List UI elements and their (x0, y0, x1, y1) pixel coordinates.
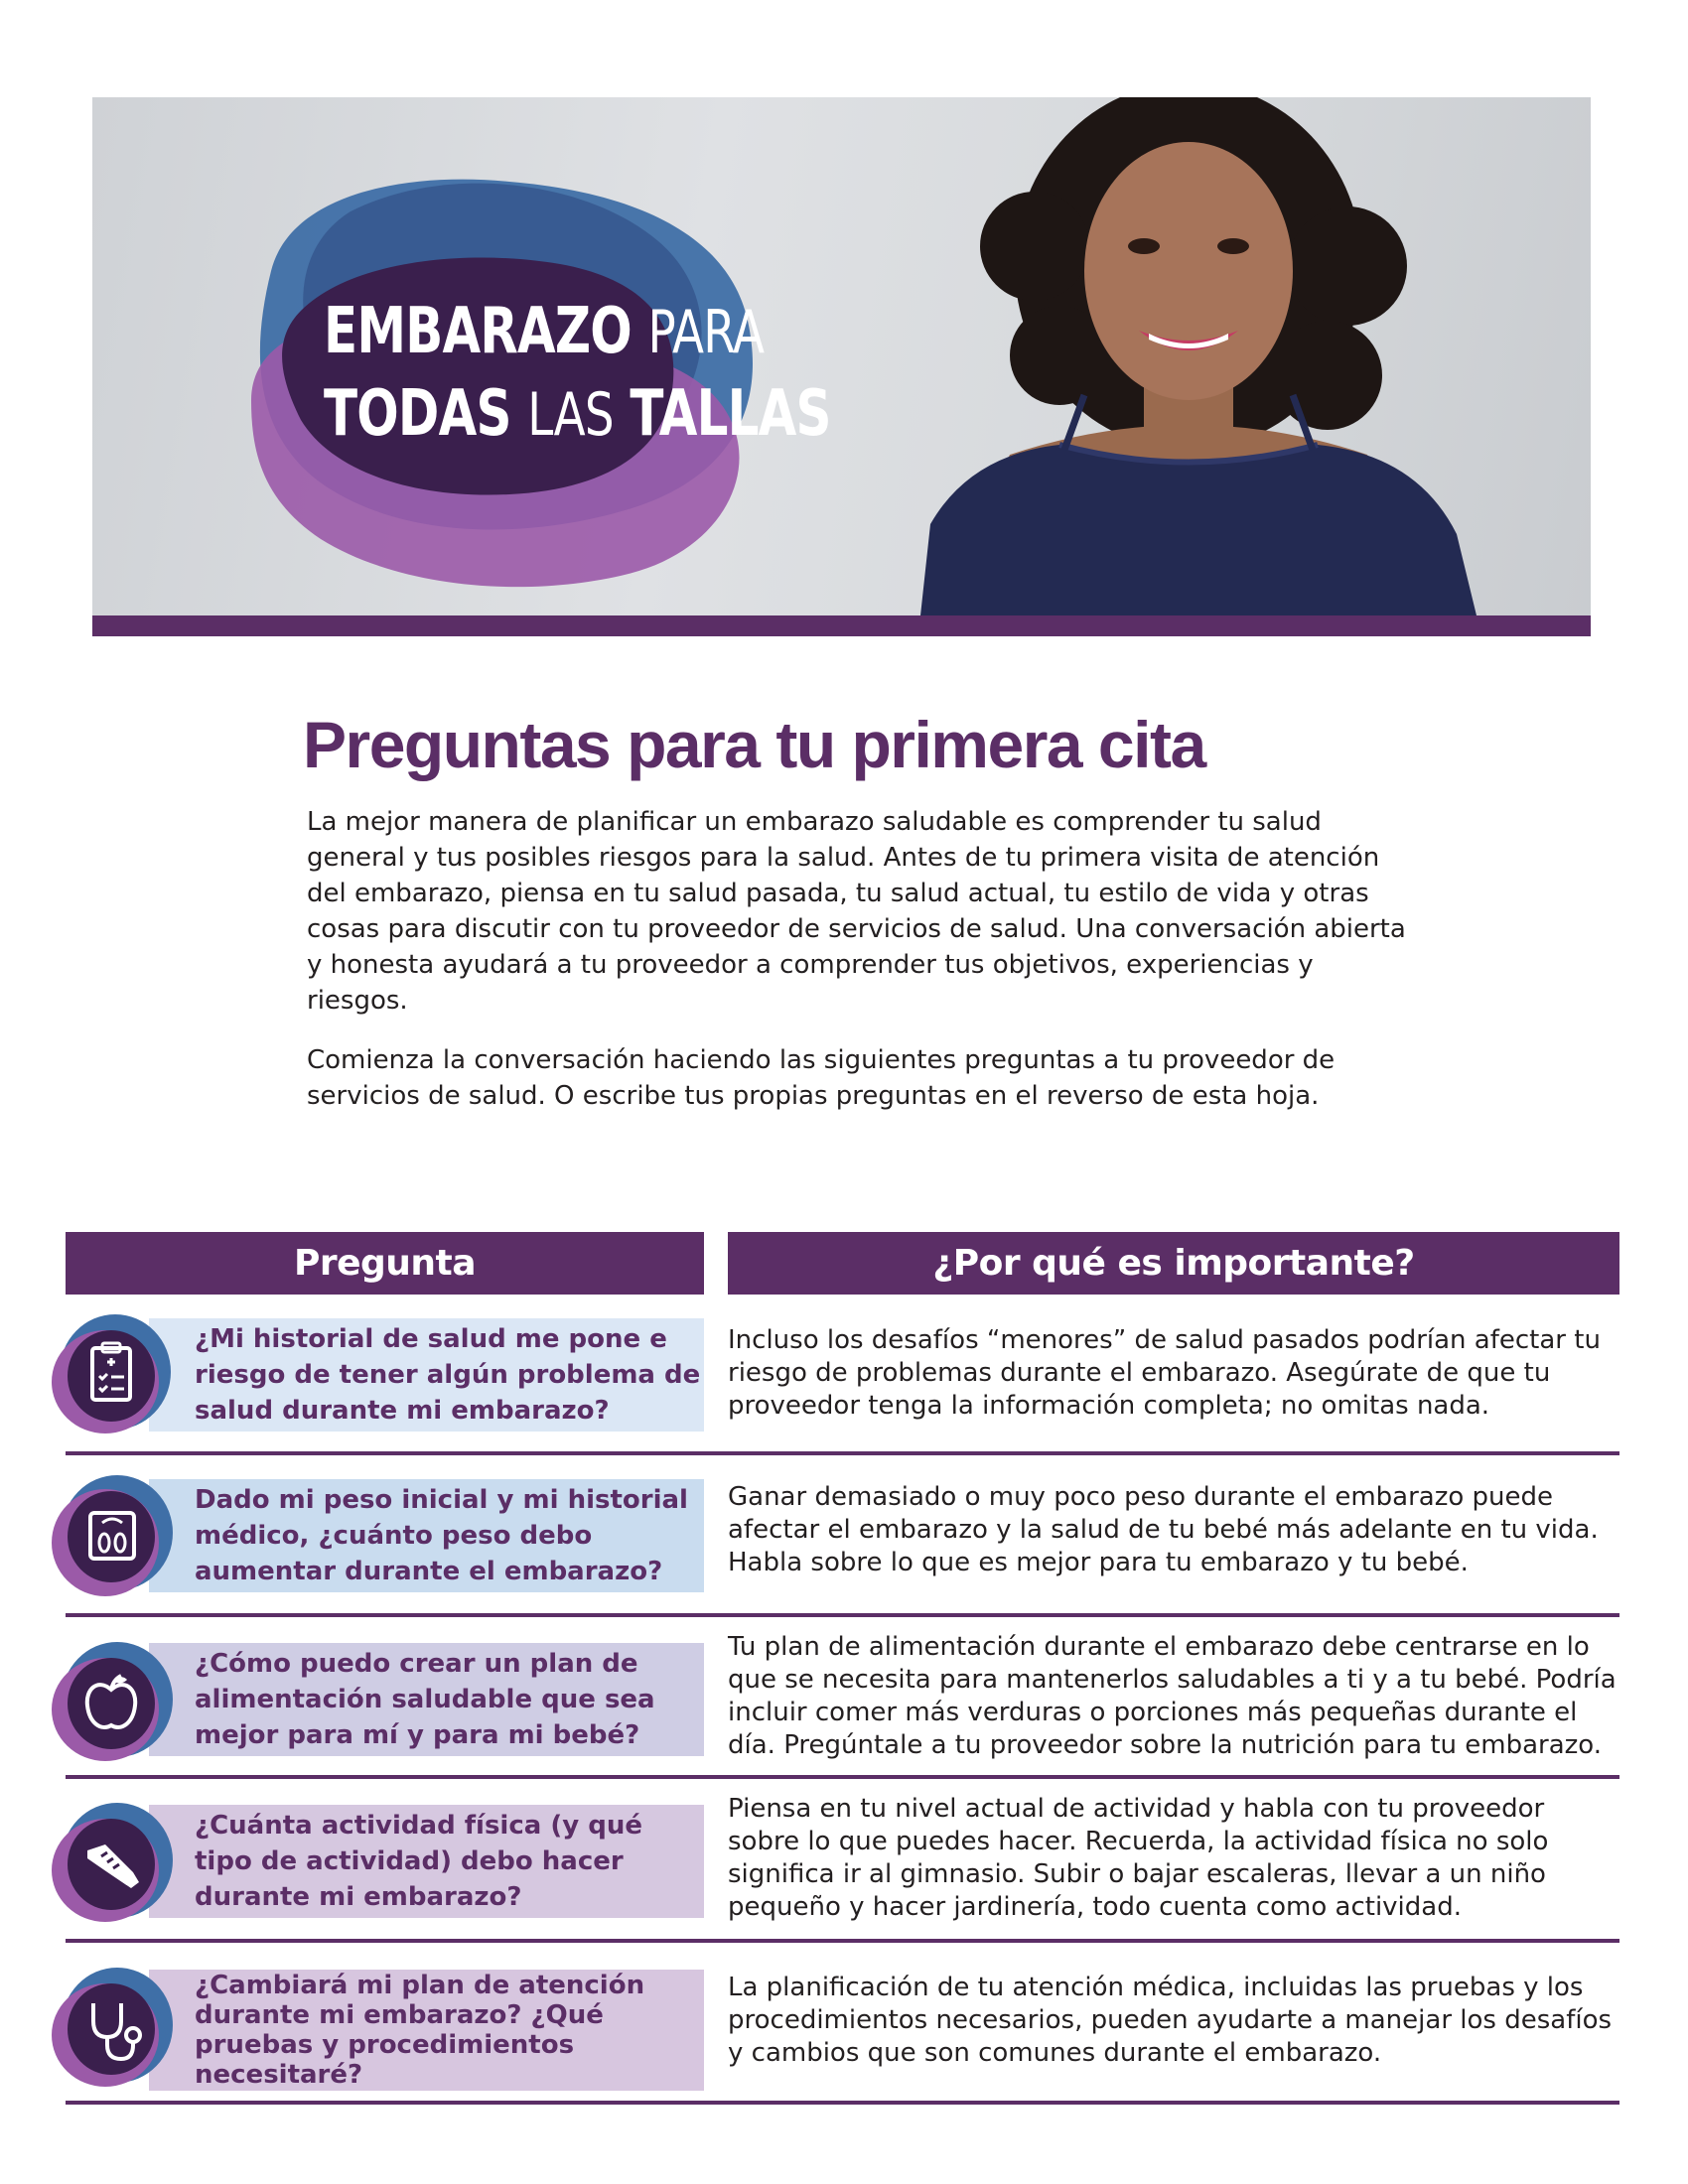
question-text: ¿Cambiará mi plan de atención durante mi embarazo? ¿Qué pruebas y procedimientos necesitaré? (195, 1971, 645, 2090)
question-text: ¿Mi historial de salud me pone e riesgo de tener algún problema de salud durante mi embarazo? (195, 1324, 701, 1426)
question-text: Dado mi peso inicial y mi historial médico, ¿cuánto peso debo aumentar durante el embarazo? (195, 1485, 688, 1586)
intro-paragraph-1: La mejor manera de planificar un embarazo saludable es comprender tu salud general y tus posibles riesgos para la salud. Antes de tu primera visita de atención del embarazo, piensa en tu salud pasada, tu salud actual, tu estilo de vida y otras cosas para discutir con tu proveedor de servicios de salud. Una conversación abierta y honesta ayudará a tu proveedor a comprender tus objetivos, experiencias y riesgos. (307, 807, 1406, 1016)
question-box (149, 1970, 704, 2091)
hero-banner (92, 97, 1591, 615)
question-text: ¿Cuánta actividad física (y qué tipo de actividad) debo hacer durante mi embarazo? (195, 1811, 642, 1912)
row-divider (66, 1451, 1619, 1455)
logo-word-tallas: TALLAS (630, 377, 831, 451)
question-text: ¿Cómo puedo crear un plan de alimentación saludable que sea mejor para mí y para mi bebé? (195, 1649, 655, 1750)
stethoscope-icon (48, 1964, 177, 2093)
answer-text: Piensa en tu nivel actual de actividad y habla con tu proveedor sobre lo que puedes hacer. Recuerda, la actividad física no solo significa ir al gimnasio. Subir o bajar escaleras, llevar a un niño pequeño y hacer jardinería, todo cuenta como actividad. (728, 1794, 1549, 1922)
logo-word-para: PARA (647, 298, 765, 367)
answer-text: Tu plan de alimentación durante el embarazo debe centrarse en lo que se necesita para mantenerlos saludables a ti y a tu bebé. Podría incluir comer más verduras o porciones más pequeñas durante el día. Pregúntale a tu proveedor sobre la nutrición para tu embarazo. (728, 1632, 1617, 1760)
question-box (149, 1805, 704, 1918)
answer-text: Ganar demasiado o muy poco peso durante el embarazo puede afectar el embarazo y la salud de tu bebé más adelante en tu vida. Habla sobre lo que es mejor para tu embarazo y tu bebé. (728, 1482, 1599, 1577)
page-title: Preguntas para tu primera cita (303, 708, 1205, 781)
scale-icon (48, 1473, 177, 1602)
apple-icon (48, 1638, 177, 1767)
clipboard-icon (48, 1310, 177, 1439)
row-divider (66, 1775, 1619, 1779)
question-box (149, 1643, 704, 1756)
logo-word-todas: TODAS (324, 377, 511, 451)
question-box (149, 1318, 704, 1432)
logo-word-embarazo: EMBARAZO (324, 295, 632, 368)
row-divider (66, 2101, 1619, 2105)
logo-word-las: LAS (527, 380, 614, 450)
intro-paragraph-2: Comienza la conversación haciendo las siguientes preguntas a tu proveedor de servicios de salud. O escribe tus propias preguntas en el reverso de esta hoja. (307, 1045, 1336, 1111)
woman-portrait-photo (861, 97, 1496, 615)
answer-text: La planificación de tu atención médica, incluidas las pruebas y los procedimientos necesarios, pueden ayudarte a manejar los desafíos y cambios que son comunes durante el embarazo. (728, 1973, 1613, 2068)
row-divider (66, 1939, 1619, 1943)
sneaker-icon (48, 1799, 177, 1928)
column-header-reason: ¿Por qué es importante? (728, 1232, 1619, 1295)
column-header-question: Pregunta (66, 1232, 704, 1295)
answer-text: Incluso los desafíos “menores” de salud pasados podrían afectar tu riesgo de problemas durante el embarazo. Asegúrate de que tu proveedor tenga la información completa; no omitas nada. (728, 1325, 1601, 1421)
logo-text (324, 291, 831, 456)
question-box (149, 1479, 704, 1592)
hero-divider-bar (92, 615, 1591, 636)
row-divider (66, 1613, 1619, 1617)
